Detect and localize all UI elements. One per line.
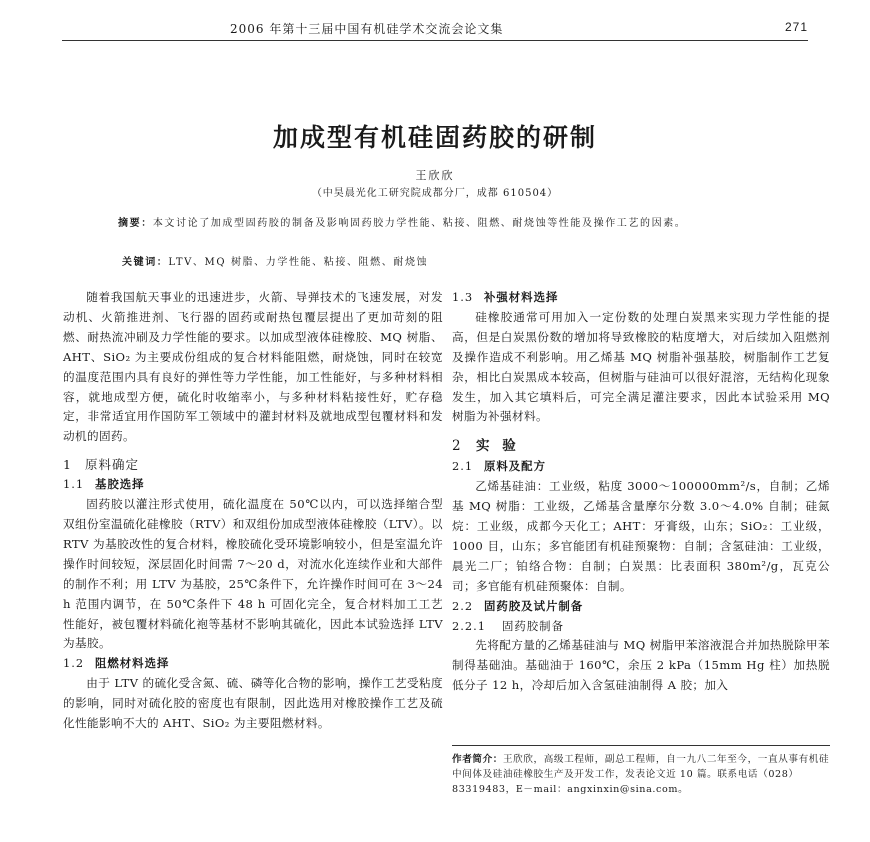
section-title: 原料确定	[85, 457, 140, 473]
section-number: 1	[63, 457, 72, 473]
intro-paragraph: 随着我国航天事业的迅速进步，火箭、导弹技术的飞速发展，对发动机、火箭推进剂、飞行器的固药或耐热包覆层提出了更加苛刻的阻燃、耐热流冲刷及力学性能的要求。以加成型液体硅橡胶、MQ 树脂、AHT、SiO₂ 为主要成份组成的复合材料能阻燃，耐烧蚀，同时在较宽的温度范围内具有良好的弹性等力学性能，加工性能好，与多种材料相容，就地成型方便，硫化时收缩率小，与多种材料粘接性好，贮存稳定，非常适宜用作国防军工领域中的灌封材料及就地成型包覆材料和发动机的固药。	[63, 290, 443, 444]
section-number: 2	[452, 438, 465, 455]
section-2-2-1-paragraph: 先将配方量的乙烯基硅油与 MQ 树脂甲苯溶液混合并加热脱除甲苯制得基础油。基础油于 160℃，余压 2 kPa（15mm Hg 柱）加热脱低分子 12 h，冷却后加入含氢硅油制得 A 胶；加入	[452, 638, 830, 693]
section-1-3-paragraph: 硅橡胶通常可用加入一定份数的处理白炭黑来实现力学性能的提高，但是白炭黑份数的增加将导致橡胶的粘度增大，对后续加入阻燃剂及操作造成不利影响。用乙烯基 MQ 树脂补强基胶，树脂制作工艺复杂，相比白炭黑成本较高，但树脂与硅油可以很好混溶，无结构化现象发生，加入其它填料后，可完全满足灌注要求，因此本试验采用 MQ 树脂为补强材料。	[452, 309, 830, 424]
section-number: 2.2	[452, 598, 474, 613]
section-1-2-heading	[63, 654, 443, 674]
author-footnote	[452, 745, 830, 797]
section-2-2-heading	[452, 597, 830, 617]
page-number: 271	[784, 20, 808, 34]
keywords-text: LTV、MQ 树脂、力学性能、粘接、阻燃、耐烧蚀	[168, 257, 429, 268]
running-header	[62, 18, 808, 41]
section-title: 基胶选择	[95, 477, 145, 492]
journal-title: 2006 年第十三届中国有机硅学术交流会论文集	[230, 22, 504, 36]
section-2-1-paragraph: 乙烯基硅油：工业级，粘度 3000～100000mm²/s，自制；乙烯基 MQ 树脂：工业级，乙烯基含量摩尔分数 3.0～4.0% 自制；硅氮烷：工业级，成都今天化工；AHT：牙膏级，山东；SiO₂：工业级，1000 目，山东；多官能团有机硅预聚物：自制；含氢硅油：工业级，晨光二厂；铂络合物：自制；白炭黑：比表面积 380m²/g，瓦克公司；多官能有机硅预聚体：自制。	[452, 479, 830, 593]
section-number: 2.2.1	[452, 618, 486, 633]
footnote-label: 作者简介：	[452, 754, 503, 765]
section-number: 1.1	[63, 477, 85, 492]
section-title: 阻燃材料选择	[95, 656, 170, 671]
section-1-heading	[63, 455, 443, 475]
section-number: 1.2	[63, 656, 85, 671]
section-title: 补强材料选择	[484, 290, 559, 304]
footnote-text: 王欣欣，高级工程师，副总工程师，自一九八二年至今，一直从事有机硅中间体及硅油硅橡胶生产及开发工作，发表论文近 10 篇。联系电话（028）83319483，E－mail：angxinxin@sina.com。	[452, 754, 830, 795]
right-column	[452, 288, 830, 696]
abstract-text: 本文讨论了加成型固药胶的制备及影响固药胶力学性能、粘接、阻燃、耐烧蚀等性能及操作工艺的因素。	[152, 218, 687, 229]
article-title: 加成型有机硅固药胶的研制	[272, 123, 597, 152]
keywords	[122, 253, 762, 268]
abstract-label: 摘要：	[118, 218, 153, 229]
section-1-1-paragraph: 固药胶以灌注形式使用，硫化温度在 50℃以内，可以选择缩合型双组份室温硫化硅橡胶（RTV）和双组份加成型液体硅橡胶（LTV）。以 RTV 为基胶改性的复合材料，橡胶硫化受环境影响较小，但是室温允许操作时间较短，深层固化时间需 7～20 d，对流水化连续作业和大部件的制作不利；用 LTV 为基胶，25℃条件下，允许操作时间可在 3～24 h 范围内调节，在 50℃条件下 48 h 可固化完全，复合材料加工工艺性能好，被包覆材料硫化袍等基材不影响其硫化，因此本试验选择 LTV 为基胶。	[63, 497, 443, 651]
left-column	[63, 288, 443, 734]
section-2-2-1-heading	[452, 617, 830, 637]
section-title: 固药胶及试片制备	[484, 598, 584, 613]
section-number: 1.3	[452, 290, 474, 304]
section-title: 原料及配方	[484, 459, 546, 474]
section-2-1-heading	[452, 457, 830, 477]
abstract	[118, 214, 762, 233]
author-affiliation: （中昊晨光化工研究院成都分厂，成都 610504）	[311, 188, 559, 199]
section-title: 实 验	[476, 438, 520, 455]
section-title: 固药胶制备	[502, 618, 564, 633]
author-name: 王欣欣	[415, 169, 455, 182]
section-1-1-heading	[63, 475, 443, 495]
section-1-2-paragraph: 由于 LTV 的硫化受含氮、硫、磷等化合物的影响，操作工艺受粘度的影响，同时对硫化胶的密度也有限制，因此选用对橡胶操作工艺及硫化性能影响不大的 AHT、SiO₂ 为主要阻燃材料。	[63, 676, 443, 731]
section-1-3-heading	[452, 288, 830, 308]
section-number: 2.1	[452, 459, 474, 474]
keywords-label: 关键词：	[122, 257, 169, 268]
section-2-heading	[452, 437, 830, 457]
